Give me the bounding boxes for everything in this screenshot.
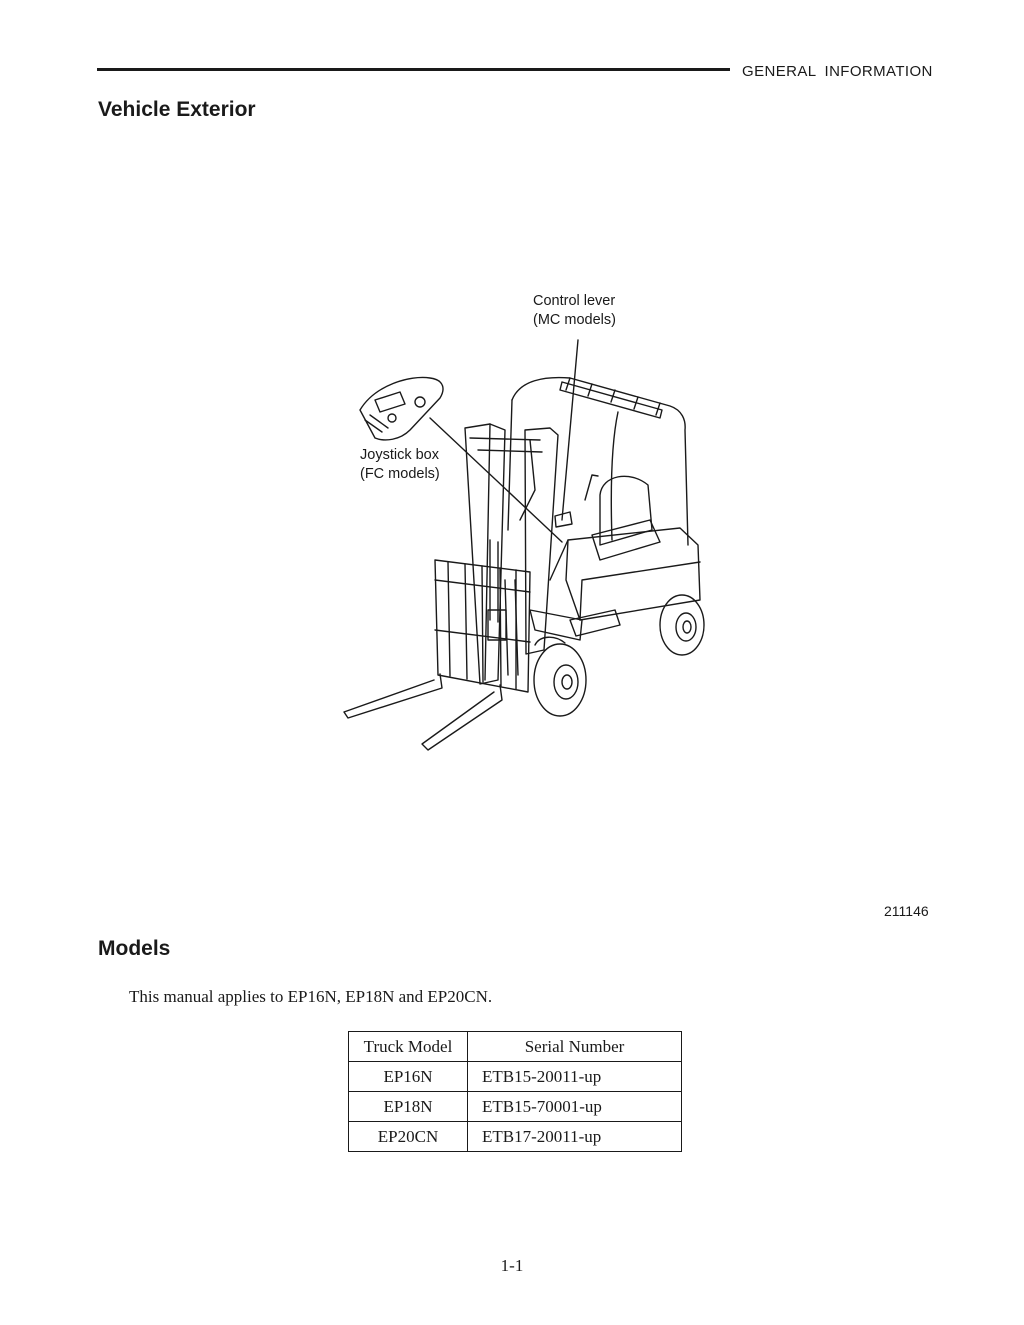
- control-lever-label: Control lever: [533, 293, 616, 309]
- serial-number-cell: ETB15-20011-up: [468, 1062, 682, 1092]
- models-table: [348, 1031, 682, 1152]
- header-rule: [97, 68, 730, 71]
- truck-model-cell: EP16N: [349, 1062, 468, 1092]
- table-header-row: [349, 1032, 682, 1062]
- table-row: [349, 1122, 682, 1152]
- joystick-box-note: (FC models): [360, 466, 440, 482]
- vehicle-exterior-heading: Vehicle Exterior: [98, 98, 256, 121]
- section-header: GENERAL INFORMATION: [742, 63, 933, 80]
- figure-number: 211146: [884, 903, 929, 919]
- page-number: 1-1: [500, 1256, 524, 1275]
- control-lever-note: (MC models): [533, 312, 616, 328]
- truck-model-cell: EP20CN: [349, 1122, 468, 1152]
- forklift-illustration: [330, 280, 730, 760]
- models-intro: This manual applies to EP16N, EP18N and EP20CN.: [129, 987, 493, 1006]
- column-header-serial-number: Serial Number: [468, 1032, 682, 1062]
- models-heading: Models: [98, 937, 171, 960]
- column-header-truck-model: Truck Model: [349, 1032, 468, 1062]
- table-row: [349, 1092, 682, 1122]
- serial-number-cell: ETB15-70001-up: [468, 1092, 682, 1122]
- joystick-box-label: Joystick box: [360, 447, 439, 463]
- serial-number-cell: ETB17-20011-up: [468, 1122, 682, 1152]
- table-row: [349, 1062, 682, 1092]
- joystick-box-callout: [360, 446, 440, 484]
- truck-model-cell: EP18N: [349, 1092, 468, 1122]
- control-lever-callout: [533, 292, 616, 330]
